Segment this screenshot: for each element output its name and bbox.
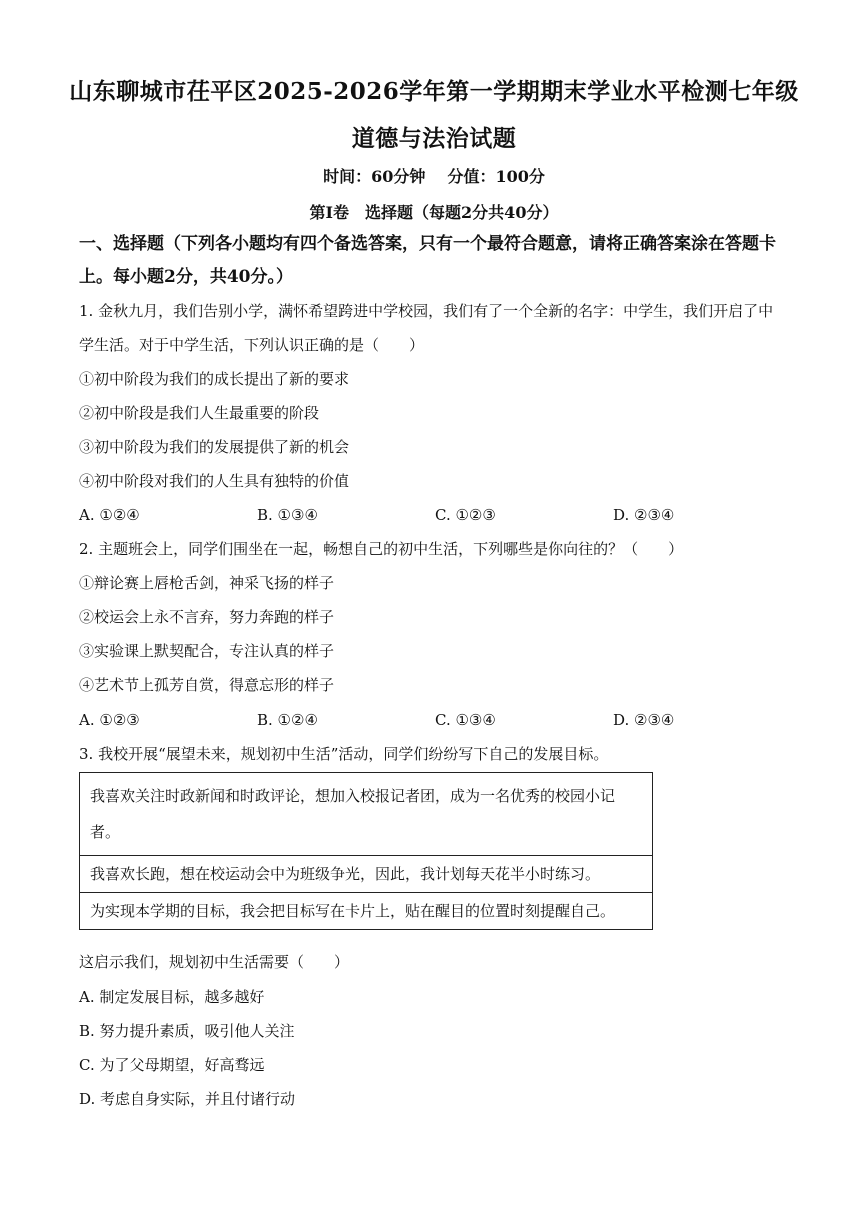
q2-option-b[interactable]: B. ①②④ (257, 711, 318, 729)
q1-stem-line2: 学生活。对于中学生活，下列认识正确的是（ ） (79, 336, 425, 354)
q2-option-d[interactable]: D. ②③④ (613, 711, 675, 729)
exam-time: 时间：60分钟 (323, 167, 426, 186)
volume-heading (0, 200, 868, 223)
q2-option-c[interactable]: C. ①③④ (435, 711, 496, 729)
exam-score: 分值：100分 (447, 167, 545, 186)
q2-item: ②校运会上永不言弃，努力奔跑的样子 (79, 608, 335, 626)
volume-desc: 选择题（每题2分共40分） (365, 203, 559, 222)
q3-stem: 3. 我校开展“展望未来，规划初中生活”活动，同学们纷纷写下自己的发展目标。 (79, 745, 609, 763)
q2-stem: 2. 主题班会上，同学们围坐在一起，畅想自己的初中生活，下列哪些是你向往的？（ ） (79, 540, 684, 558)
q1-option-a[interactable]: A. ①②④ (79, 506, 140, 524)
q2-item: ③实验课上默契配合，专注认真的样子 (79, 642, 335, 660)
q3-option-a[interactable]: A. 制定发展目标，越多越好 (79, 988, 265, 1006)
table-row (80, 773, 653, 856)
q2-options (79, 711, 791, 729)
q2-item: ④艺术节上孤芳自赏，得意忘形的样子 (79, 676, 335, 694)
exam-title-line2: 道德与法治试题 (351, 125, 517, 152)
q3-option-b[interactable]: B. 努力提升素质，吸引他人关注 (79, 1022, 295, 1040)
q1-option-b[interactable]: B. ①③④ (257, 506, 318, 524)
exam-title-line1: 山东聊城市茌平区2025-2026学年第一学期期末学业水平检测七年级 (69, 78, 799, 105)
q3-option-d[interactable]: D. 考虑自身实际，并且付诸行动 (79, 1090, 296, 1108)
table-row (80, 856, 653, 893)
table-cell: 为实现本学期的目标，我会把目标写在卡片上，贴在醒目的位置时刻提醒自己。 (80, 893, 653, 930)
q2-option-a[interactable]: A. ①②③ (79, 711, 140, 729)
q3-option-c[interactable]: C. 为了父母期望，好高骛远 (79, 1056, 265, 1074)
q1-option-d[interactable]: D. ②③④ (613, 506, 675, 524)
section-heading: 一、选择题（下列各小题均有四个备选答案，只有一个最符合题意，请将正确答案涂在答题卡上。每小题2分，共40分。） (79, 234, 776, 287)
q3-goals-table (79, 772, 653, 930)
q1-stem-line1: 1. 金秋九月，我们告别小学，满怀希望跨进中学校园，我们有了一个全新的名字：中学生，我们开启了中 (79, 302, 774, 320)
volume-label: 第Ⅰ卷 (309, 203, 350, 222)
q1-item: ③初中阶段为我们的发展提供了新的机会 (79, 438, 350, 456)
q1-option-c[interactable]: C. ①②③ (435, 506, 496, 524)
q2-item: ①辩论赛上唇枪舌剑，神采飞扬的样子 (79, 574, 335, 592)
exam-meta (0, 164, 868, 187)
q1-item: ②初中阶段是我们人生最重要的阶段 (79, 404, 320, 422)
q1-item: ④初中阶段对我们的人生具有独特的价值 (79, 472, 350, 490)
table-cell: 我喜欢关注时政新闻和时政评论，想加入校报记者团，成为一名优秀的校园小记者。 (80, 773, 653, 856)
table-cell: 我喜欢长跑，想在校运动会中为班级争光，因此，我计划每天花半小时练习。 (80, 856, 653, 893)
q1-item: ①初中阶段为我们的成长提出了新的要求 (79, 370, 350, 388)
q3-question: 这启示我们，规划初中生活需要（ ） (79, 953, 350, 971)
q1-options (79, 506, 791, 524)
table-row (80, 893, 653, 930)
